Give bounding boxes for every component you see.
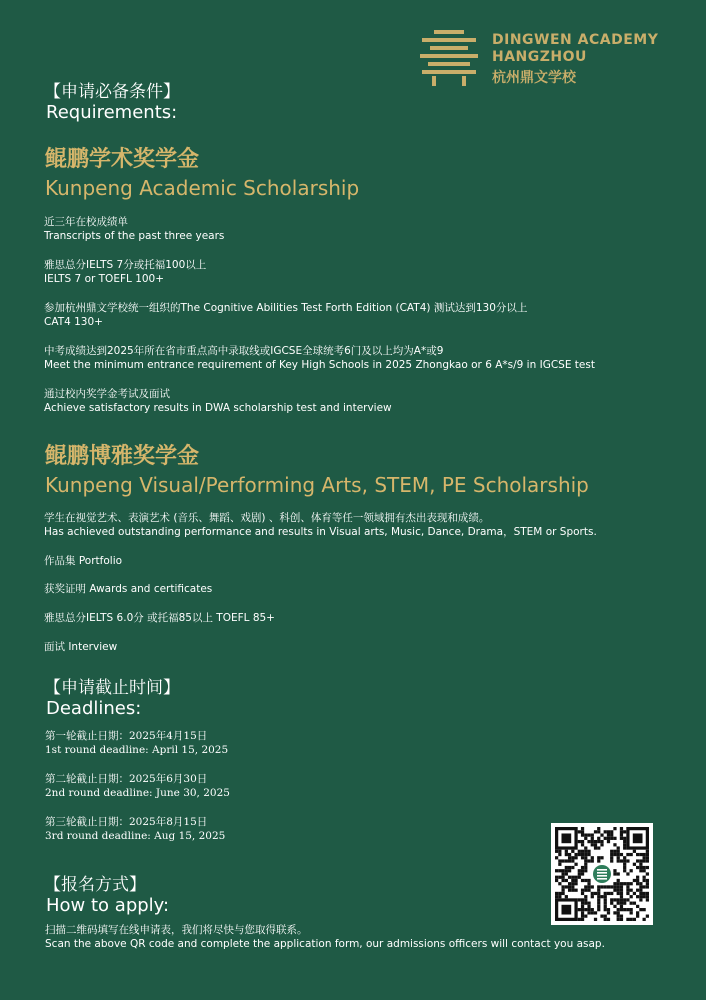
deadline-round-cn: 第一轮截止日期：2025年4月15日 [45,730,208,742]
arts-item: 面试 Interview [44,641,118,653]
logo-name-line2: HANGZHOU [492,49,587,65]
deadlines-heading-cn: 【申请截止时间】 [44,678,180,698]
logo-name-cn: 杭州鼎文学校 [492,70,576,86]
academic-item-en: Transcripts of the past three years [44,230,225,242]
deadline-round-en: 2nd round deadline: June 30, 2025 [45,787,230,799]
academic-scholarship-title-cn: 鲲鹏学术奖学金 [45,147,200,172]
apply-heading-en: How to apply: [46,895,170,916]
arts-item: 作品集 Portfolio [44,555,123,567]
academic-item-cn: 参加杭州鼎文学校统一组织的The Cognitive Abilities Test Forth Edition (CAT4) 测试达到130分以上 [44,302,528,314]
academic-item-en: IELTS 7 or TOEFL 100+ [44,273,165,285]
academic-item-cn: 近三年在校成绩单 [44,216,128,228]
apply-heading-cn: 【报名方式】 [44,875,146,895]
academic-item-cn: 中考成绩达到2025年所在省市重点高中录取线或IGCSE全球统考6门及以上均为A*或9 [44,345,444,357]
deadline-round-cn: 第三轮截止日期：2025年8月15日 [45,816,208,828]
deadline-round-cn: 第二轮截止日期：2025年6月30日 [45,773,208,785]
qr-code-icon[interactable] [551,823,653,925]
arts-scholarship-title-cn: 鲲鹏博雅奖学金 [45,444,200,469]
apply-instructions-cn: 扫描二维码填写在线申请表，我们将尽快与您取得联系。 [45,924,308,936]
deadline-round-en: 1st round deadline: April 15, 2025 [45,744,229,756]
school-logo [418,28,688,88]
arts-item: 获奖证明 Awards and certificates [44,583,213,595]
academic-item-cn: 雅思总分IELTS 7分或托福100以上 [44,259,207,271]
requirements-heading-en: Requirements: [46,102,178,123]
logo-name-line1: DINGWEN ACADEMY [492,32,659,48]
arts-item: 雅思总分IELTS 6.0分 或托福85以上 TOEFL 85+ [44,612,275,624]
apply-instructions-en: Scan the above QR code and complete the application form, our admissions officers will contact you asap. [45,938,605,950]
academic-item-en: Meet the minimum entrance requirement of Key High Schools in 2025 Zhongkao or 6 A*s/9 in IGCSE test [44,359,595,371]
academic-item-en: CAT4 130+ [44,316,103,328]
arts-scholarship-title-en: Kunpeng Visual/Performing Arts, STEM, PE Scholarship [45,473,589,497]
arts-description-cn: 学生在视觉艺术、表演艺术 (音乐、舞蹈、戏剧) 、科创、体育等任一领域拥有杰出表现和成绩。 [44,512,490,524]
academic-scholarship-title-en: Kunpeng Academic Scholarship [45,176,360,200]
academic-item-cn: 通过校内奖学金考试及面试 [44,388,170,400]
academic-item-en: Achieve satisfactory results in DWA scholarship test and interview [44,402,392,414]
deadline-round-en: 3rd round deadline: Aug 15, 2025 [45,830,226,842]
arts-description-en: Has achieved outstanding performance and results in Visual arts, Music, Dance, Drama，STEM or Sports. [44,526,597,538]
requirements-heading-cn: 【申请必备条件】 [44,82,180,102]
deadlines-heading-en: Deadlines: [46,698,142,719]
dingwen-ding-mark-icon [418,28,480,90]
